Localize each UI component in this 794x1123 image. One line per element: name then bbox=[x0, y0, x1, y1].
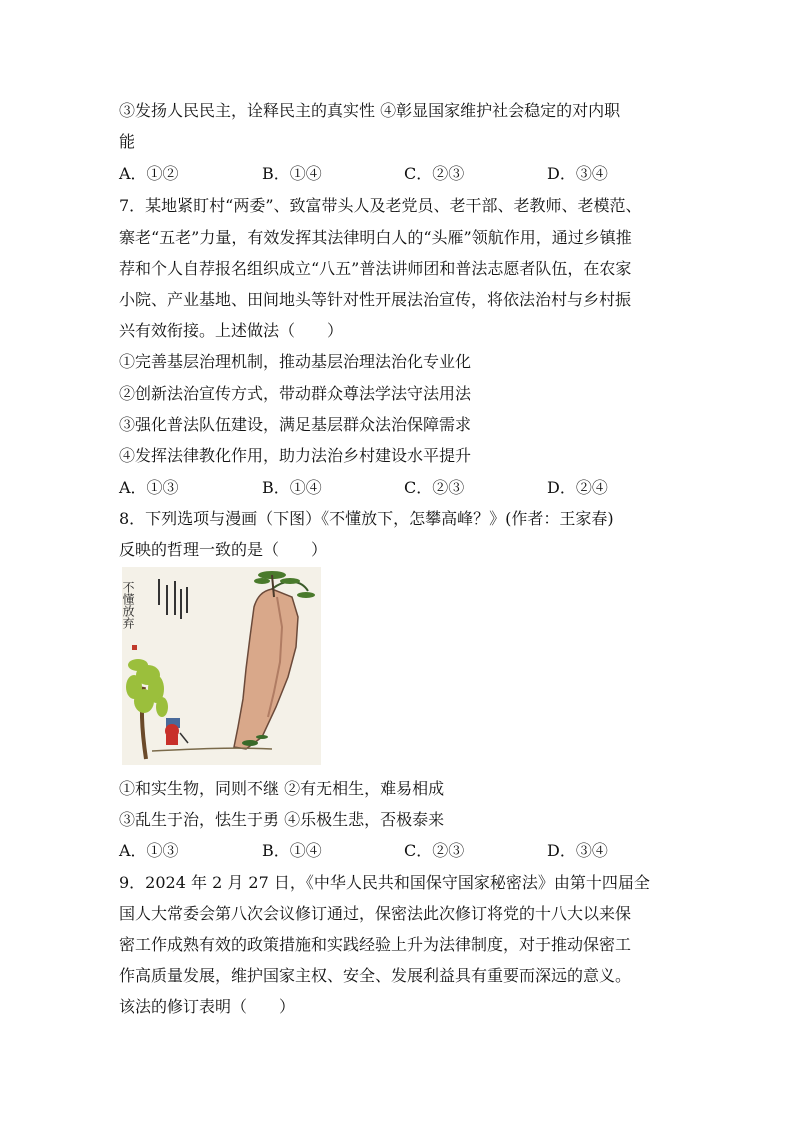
q8-choice-line-1: ①和实生物，同则不继 ②有无相生，难易相成 bbox=[119, 779, 445, 798]
q7-stem-line-2: 寨老“五老”力量，有效发挥其法律明白人的“头雁”领航作用，通过乡镇推 bbox=[119, 228, 632, 247]
q8-option-d: D．③④ bbox=[547, 841, 608, 860]
q9-stem-line-4: 作高质量发展，维护国家主权、安全、发展利益具有重要而深远的意义。 bbox=[119, 966, 632, 985]
q7-choice-1: ①完善基层治理机制，推动基层治理法治化专业化 bbox=[119, 352, 472, 371]
q9-stem-line-2: 国人大常委会第八次会议修订通过，保密法此次修订将党的十八大以来保 bbox=[119, 904, 632, 923]
q8-stem-line-1: 8．下列选项与漫画（下图）《不懂放下，怎攀高峰？》(作者：王家春) bbox=[119, 509, 614, 528]
q7-stem-line-5: 兴有效衔接。上述做法（ ） bbox=[119, 321, 344, 340]
q8-option-b: B．①④ bbox=[262, 841, 322, 860]
q7-choice-3: ③强化普法队伍建设，满足基层群众法治保障需求 bbox=[119, 415, 472, 434]
q9-stem-line-1: 9．2024 年 2 月 27 日，《中华人民共和国保守国家秘密法》由第十四届全 bbox=[119, 873, 650, 892]
q9-stem-line-3: 密工作成熟有效的政策措施和实践经验上升为法律制度，对于推动保密工 bbox=[119, 935, 632, 954]
q7-stem-line-1: 7．某地紧盯村“两委”、致富带头人及老党员、老干部、老教师、老模范、 bbox=[119, 196, 642, 215]
q6-stem-line-1: ③发扬人民民主，诠释民主的真实性 ④彰显国家维护社会稳定的对内职 bbox=[119, 101, 621, 120]
q8-stem-line-2: 反映的哲理一致的是（ ） bbox=[119, 540, 328, 559]
q8-choice-line-2: ③乱生于治，怯生于勇 ④乐极生悲，否极泰来 bbox=[119, 810, 445, 829]
q6-option-d: D．③④ bbox=[547, 164, 608, 183]
q7-option-a: A．①③ bbox=[119, 478, 179, 497]
q9-stem-line-5: 该法的修订表明（ ） bbox=[119, 997, 296, 1016]
q8-option-a: A．①③ bbox=[119, 841, 179, 860]
q6-option-b: B．①④ bbox=[262, 164, 322, 183]
q6-option-c: C．②③ bbox=[404, 164, 465, 183]
cartoon-image bbox=[122, 567, 321, 765]
q8-option-c: C．②③ bbox=[404, 841, 465, 860]
q7-option-d: D．②④ bbox=[547, 478, 608, 497]
q7-stem-line-4: 小院、产业基地、田间地头等针对性开展法治宣传，将依法治村与乡村振 bbox=[119, 290, 632, 309]
q7-stem-line-3: 荐和个人自荐报名组织成立“八五”普法讲师团和普法志愿者队伍，在农家 bbox=[119, 259, 632, 278]
q7-choice-2: ②创新法治宣传方式，带动群众尊法学法守法用法 bbox=[119, 384, 472, 403]
q7-option-c: C．②③ bbox=[404, 478, 465, 497]
q6-option-a: A．①② bbox=[119, 164, 179, 183]
q7-choice-4: ④发挥法律教化作用，助力法治乡村建设水平提升 bbox=[119, 446, 472, 465]
q6-stem-line-2: 能 bbox=[119, 132, 136, 151]
q7-option-b: B．①④ bbox=[262, 478, 322, 497]
cartoon-calligraphy: 不懂放弃 bbox=[122, 581, 135, 629]
